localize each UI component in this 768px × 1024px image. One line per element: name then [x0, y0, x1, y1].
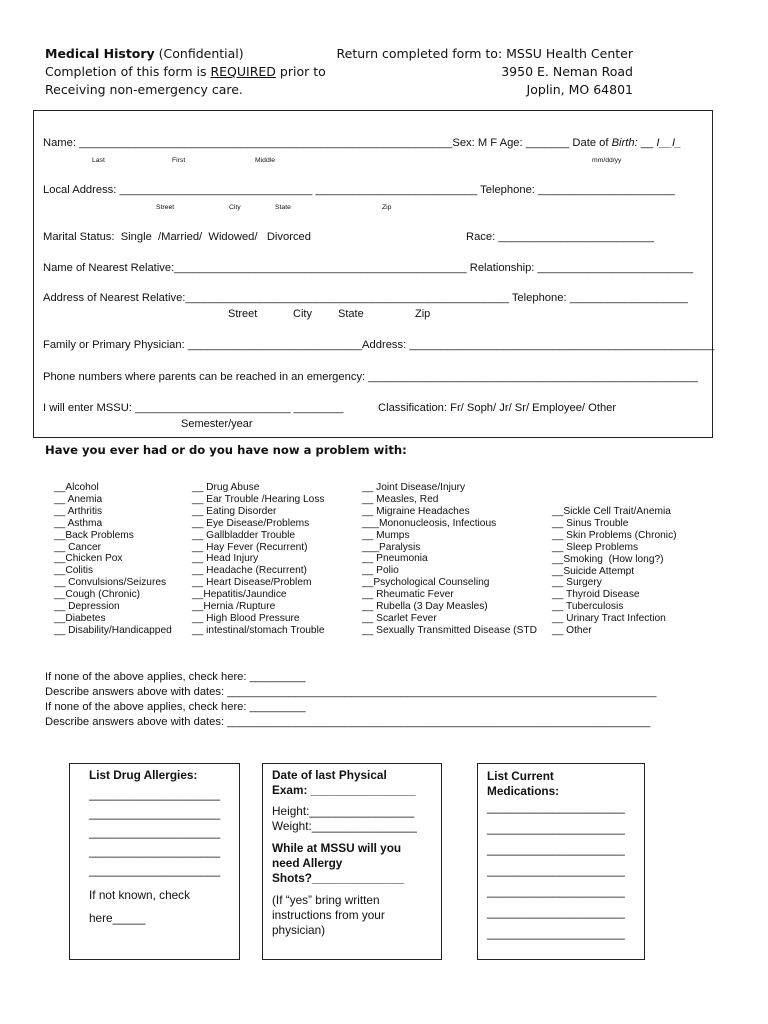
- header-left: [45, 45, 326, 99]
- classification-line[interactable]: Classification: Fr/ Soph/ Jr/ Sr/ Employee/ Other: [378, 402, 617, 414]
- birth-blank: __: [637, 137, 657, 149]
- race-line[interactable]: Race: _________________________: [466, 231, 654, 243]
- sub-zip: Zip: [382, 204, 392, 211]
- problem-item[interactable]: __Sickle Cell Trait/Anemia: [552, 506, 671, 517]
- problem-item[interactable]: __ Eye Disease/Problems: [192, 517, 310, 529]
- problem-item[interactable]: __ Eating Disorder: [192, 505, 277, 517]
- problem-item[interactable]: __Suicide Attempt: [552, 565, 635, 577]
- birth-label: Birth:: [611, 137, 638, 149]
- birth-slashes: I__I_: [656, 137, 682, 149]
- problems-col-1: [54, 482, 172, 637]
- problem-item[interactable]: __ Hay Fever (Recurrent): [192, 541, 308, 553]
- problem-item[interactable]: __ Depression: [54, 601, 120, 613]
- med-blank-6[interactable]: _____________________: [487, 905, 625, 919]
- problem-item[interactable]: __ Other: [552, 625, 592, 637]
- problem-item[interactable]: __ Tuberculosis: [552, 601, 624, 613]
- form-title: Medical History: [45, 46, 155, 61]
- required-text-a: Completion of this form is: [45, 64, 211, 79]
- problem-item[interactable]: __ Convulsions/Seizures: [54, 577, 167, 589]
- title-suffix: (Confidential): [154, 46, 244, 61]
- enter-mssu-line[interactable]: I will enter MSSU: _________________________ ________: [43, 402, 344, 414]
- name-line-text: Name: ____________________________________________________________Sex: M F Age: _______ Date of: [43, 137, 612, 149]
- sub-middle: Middle: [255, 157, 276, 164]
- sub-first: First: [172, 157, 186, 164]
- sub-last: Last: [92, 157, 105, 164]
- sub-city: City: [229, 204, 241, 211]
- physician-line[interactable]: Family or Primary Physician: ____________________________Address: _________________________________________________: [43, 339, 715, 351]
- problem-item[interactable]: __ Urinary Tract Infection: [552, 613, 666, 625]
- physical-note-3: physician): [272, 923, 326, 937]
- problem-item[interactable]: __ Joint Disease/Injury: [362, 482, 466, 493]
- rel-sub-street: Street: [228, 308, 258, 320]
- sub-street: Street: [156, 204, 175, 211]
- allergy-shots-q2: need Allergy: [272, 856, 343, 870]
- problems-col-4: [552, 506, 677, 637]
- med-blank-1[interactable]: _____________________: [487, 800, 625, 814]
- sub-state: State: [275, 204, 291, 211]
- problem-item[interactable]: __ Asthma: [54, 517, 103, 529]
- problem-item[interactable]: __Chicken Pox: [54, 553, 123, 565]
- required-word: REQUIRED: [210, 64, 276, 79]
- problem-item[interactable]: __ Head Injury: [192, 553, 259, 565]
- problem-item[interactable]: __ Polio: [362, 565, 399, 577]
- allergies-title: List Drug Allergies:: [89, 768, 198, 782]
- allergy-note-2[interactable]: here_____: [89, 911, 146, 925]
- required-text-b: prior to: [275, 64, 326, 79]
- med-blank-3[interactable]: _____________________: [487, 842, 625, 856]
- physical-note-1: (If “yes” bring written: [272, 893, 380, 907]
- problem-item[interactable]: __Hepatitis/Jaundice: [192, 589, 287, 601]
- problem-item[interactable]: __ Cancer: [54, 541, 102, 553]
- semester-label: Semester/year: [181, 418, 253, 430]
- problem-item[interactable]: ___Paralysis: [362, 541, 421, 553]
- problem-item[interactable]: ___Mononucleosis, Infectious: [362, 517, 497, 529]
- meds-title-2: Medications:: [487, 784, 560, 798]
- problem-item[interactable]: __ Measles, Red: [362, 493, 439, 505]
- allergy-blank-3[interactable]: ____________________: [89, 825, 221, 839]
- return-street: 3950 E. Neman Road: [501, 64, 633, 79]
- problem-item[interactable]: __Hernia /Rupture: [192, 601, 276, 613]
- problem-item[interactable]: __Smoking (How long?): [552, 553, 664, 565]
- describe-dates-line-2[interactable]: Describe answers above with dates: ____________________________________________________________________: [45, 716, 651, 728]
- problem-item[interactable]: __ Skin Problems (Chronic): [552, 529, 677, 541]
- return-to: Return completed form to: MSSU Health Center: [336, 46, 633, 61]
- relative-address-line[interactable]: Address of Nearest Relative:____________________________________________________ Telephone: ___________________: [43, 292, 688, 304]
- describe-dates-line-1[interactable]: Describe answers above with dates: _____________________________________________________________________: [45, 686, 657, 698]
- problem-item[interactable]: __Psychological Counseling: [362, 577, 490, 589]
- weight-field[interactable]: Weight:________________: [272, 819, 417, 833]
- meds-title-1: List Current: [487, 769, 554, 783]
- physical-note-2: instructions from your: [272, 908, 385, 922]
- physical-title-2[interactable]: Exam: ________________: [272, 783, 416, 797]
- name-line[interactable]: [43, 137, 681, 149]
- problem-item[interactable]: __ Arthritis: [54, 505, 103, 517]
- problem-item[interactable]: __ Surgery: [552, 577, 602, 589]
- header-right: [337, 45, 633, 99]
- allergy-blank-4[interactable]: ____________________: [89, 844, 221, 858]
- allergy-shots-q3[interactable]: Shots?______________: [272, 871, 404, 885]
- return-city: Joplin, MO 64801: [526, 82, 633, 97]
- problem-item[interactable]: __ Migraine Headaches: [362, 505, 470, 517]
- problem-item[interactable]: __Cough (Chronic): [54, 589, 141, 601]
- physical-title-1: Date of last Physical: [272, 768, 387, 782]
- problems-col-2: [192, 482, 325, 637]
- problem-item[interactable]: __ Rubella (3 Day Measles): [362, 601, 488, 613]
- allergy-blank-2[interactable]: ____________________: [89, 806, 221, 820]
- problem-item[interactable]: __ Sexually Transmitted Disease (STD: [362, 624, 537, 636]
- local-address-line[interactable]: Local Address: _______________________________ __________________________ Telephone: ______________________: [43, 184, 675, 196]
- marital-status-line[interactable]: Marital Status: Single /Married/ Widowed/ Divorced: [43, 231, 311, 243]
- problem-item[interactable]: __ Anemia: [54, 493, 103, 505]
- problem-item[interactable]: __Diabetes: [54, 612, 106, 624]
- problem-item[interactable]: __ High Blood Pressure: [192, 612, 300, 624]
- med-blank-5[interactable]: _____________________: [487, 884, 625, 898]
- rel-sub-zip: Zip: [415, 308, 431, 320]
- med-blank-2[interactable]: _____________________: [487, 821, 625, 835]
- problem-item[interactable]: __ Headache (Recurrent): [192, 565, 307, 577]
- problem-item[interactable]: __ Sinus Trouble: [552, 517, 629, 529]
- sub-date-format: mm/dd/yy: [592, 157, 622, 164]
- med-blank-4[interactable]: _____________________: [487, 863, 625, 877]
- problem-item[interactable]: __ Mumps: [362, 529, 410, 541]
- problems-title: Have you ever had or do you have now a problem with:: [45, 443, 407, 457]
- problem-item[interactable]: __ Drug Abuse: [192, 482, 260, 493]
- med-blank-7[interactable]: _____________________: [487, 926, 625, 940]
- problems-col-3: [362, 482, 537, 637]
- rel-sub-state: State: [338, 308, 364, 320]
- noncare-text: Receiving non-emergency care.: [45, 82, 243, 97]
- parents-phone-line[interactable]: Phone numbers where parents can be reached in an emergency: _____________________________________________________: [43, 371, 699, 383]
- problem-item[interactable]: __ Ear Trouble /Hearing Loss: [192, 493, 325, 505]
- problem-item[interactable]: __ Gallbladder Trouble: [192, 529, 296, 541]
- problem-item[interactable]: __Back Problems: [54, 529, 134, 541]
- nearest-relative-line[interactable]: Name of Nearest Relative:_______________________________________________ Relationship: _________________________: [43, 262, 694, 274]
- allergy-blank-5[interactable]: ____________________: [89, 863, 221, 877]
- problem-item[interactable]: __ Scarlet Fever: [362, 612, 437, 624]
- problem-item[interactable]: __Alcohol: [54, 482, 99, 493]
- problem-item[interactable]: __ Rheumatic Fever: [362, 589, 454, 601]
- none-applies-line-2[interactable]: If none of the above applies, check here: _________: [45, 701, 306, 713]
- allergy-shots-q1: While at MSSU will you: [272, 841, 402, 855]
- none-applies-line-1[interactable]: If none of the above applies, check here: _________: [45, 671, 306, 683]
- rel-sub-city: City: [293, 308, 312, 320]
- allergy-note-1: If not known, check: [89, 888, 190, 902]
- allergy-blank-1[interactable]: ____________________: [89, 787, 221, 801]
- problem-item[interactable]: __ Pneumonia: [362, 553, 428, 565]
- problem-item[interactable]: __ Sleep Problems: [552, 541, 639, 553]
- problem-item[interactable]: __ Heart Disease/Problem: [192, 577, 312, 589]
- problem-item[interactable]: __Colitis: [54, 565, 94, 577]
- problem-item[interactable]: __ Thyroid Disease: [552, 589, 640, 601]
- height-field[interactable]: Height:________________: [272, 804, 415, 818]
- problem-item[interactable]: __ intestinal/stomach Trouble: [192, 624, 325, 636]
- problem-item[interactable]: __ Disability/Handicapped: [54, 624, 172, 636]
